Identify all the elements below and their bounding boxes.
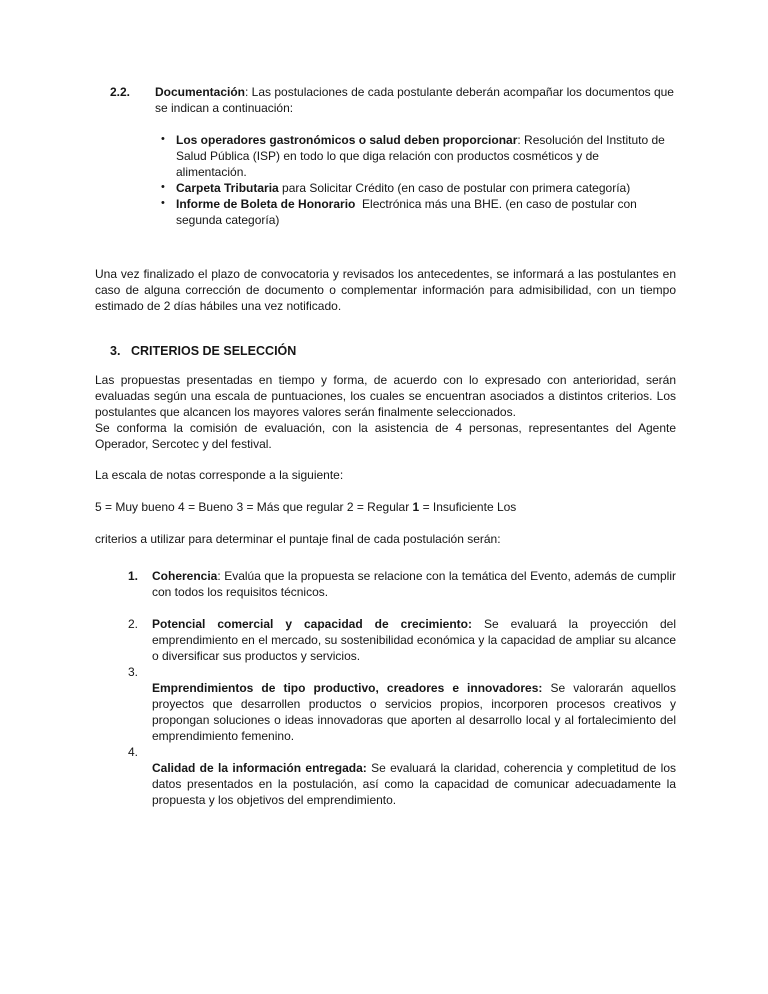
section-number: 2.2. <box>110 85 131 99</box>
document-content <box>95 84 676 808</box>
item-lead: Coherencia <box>152 569 218 583</box>
section-3-heading <box>95 343 676 359</box>
requirements-bullet-list <box>95 132 676 228</box>
item-lead: Potencial comercial y capacidad de crecimiento: <box>152 617 473 631</box>
item-text: Se evaluará la proyección del emprendimiento en el mercado, su sostenibilidad económica y la capacidad de ampliar su alcance o diversificar sus productos y servicios. <box>152 617 677 663</box>
bullet-lead: Carpeta Tributaria <box>176 181 279 195</box>
bullet-text: Electrónica más una BHE. (en caso de postular con segunda categoría) <box>176 197 637 227</box>
item-number: 2. <box>128 617 139 631</box>
scale-prefix: 5 = Muy bueno 4 = Bueno 3 = Más que regular 2 = Regular <box>95 500 413 514</box>
section-title: CRITERIOS DE SELECCIÓN <box>131 344 297 358</box>
bullet-icon: • <box>161 197 165 209</box>
paragraph-scale-intro: La escala de notas corresponde a la siguiente: <box>95 468 344 482</box>
paragraph-proposals: Las propuestas presentadas en tiempo y forma, de acuerdo con lo expresado con anterioridad, serán evaluadas según una escala de puntuaciones, los cuales se encuentran asociados a distintos criterios. Los postulantes que alcancen los mayores valores serán finalmente seleccionados. <box>95 373 676 419</box>
paragraph-commission: Se conforma la comisión de evaluación, con la asistencia de 4 personas, representantes del Agente Operador, Sercotec y del festival. <box>95 421 676 451</box>
criteria-item-3 <box>95 680 676 744</box>
list-item <box>160 196 666 228</box>
paragraph-criteria-intro: criterios a utilizar para determinar el puntaje final de cada postulación serán: <box>95 532 501 546</box>
list-item <box>160 180 666 196</box>
bullet-text: para Solicitar Crédito (en caso de postular con primera categoría) <box>278 181 631 195</box>
section-text: : Las postulaciones de cada postulante deberán acompañar los documentos que se indican a continuación: <box>155 85 674 115</box>
section-2-2-heading <box>95 84 676 116</box>
criteria-item-2 <box>95 616 676 664</box>
bullet-lead: Los operadores gastronómicos o salud deben proporcionar <box>176 133 518 147</box>
criteria-item-4-number: 4. <box>128 745 139 759</box>
criteria-item-3-number: 3. <box>128 665 139 679</box>
item-number: 1. <box>128 569 139 583</box>
item-text: : Evalúa que la propuesta se relacione con la temática del Evento, además de cumplir con todos los requisitos técnicos. <box>152 569 676 599</box>
bullet-icon: • <box>161 133 165 145</box>
paragraph-admissibility: Una vez finalizado el plazo de convocatoria y revisados los antecedentes, se informará a las postulantes en caso de alguna corrección de documento o complementar información para admisibilidad, con un tiempo estimado de 2 días hábiles una vez notificado. <box>95 267 676 313</box>
list-item <box>160 132 666 180</box>
item-text: Se valorarán aquellos proyectos que desarrollen productos o servicios propios, incorporen procesos creativos y propongan soluciones o ideas innovadoras que aporten al desarrollo local y al fortalecimiento del emprendimiento femenino. <box>152 681 676 743</box>
item-text: Se evaluará la claridad, coherencia y completitud de los datos presentados en la postulación, así como la capacidad de comunicar adecuadamente la propuesta y los objetivos del emprendimiento. <box>152 761 676 807</box>
bullet-lead: Informe de Boleta de Honorario <box>176 197 356 211</box>
criteria-list <box>95 568 676 808</box>
bullet-text: : Resolución del Instituto de Salud Pública (ISP) en todo lo que diga relación con productos cosméticos y de alimentación. <box>176 133 665 179</box>
scale-line <box>95 499 676 515</box>
criteria-item-4 <box>95 760 676 808</box>
bullet-icon: • <box>161 181 165 193</box>
item-lead: Calidad de la información entregada: <box>152 761 367 775</box>
item-lead: Emprendimientos de tipo productivo, creadores e innovadores: <box>152 681 543 695</box>
scale-bold-value: 1 <box>412 500 420 514</box>
section-number: 3. <box>110 344 121 358</box>
section-title: Documentación <box>155 85 246 99</box>
scale-suffix: = Insuficiente Los <box>419 500 517 514</box>
criteria-item-1 <box>95 568 676 600</box>
